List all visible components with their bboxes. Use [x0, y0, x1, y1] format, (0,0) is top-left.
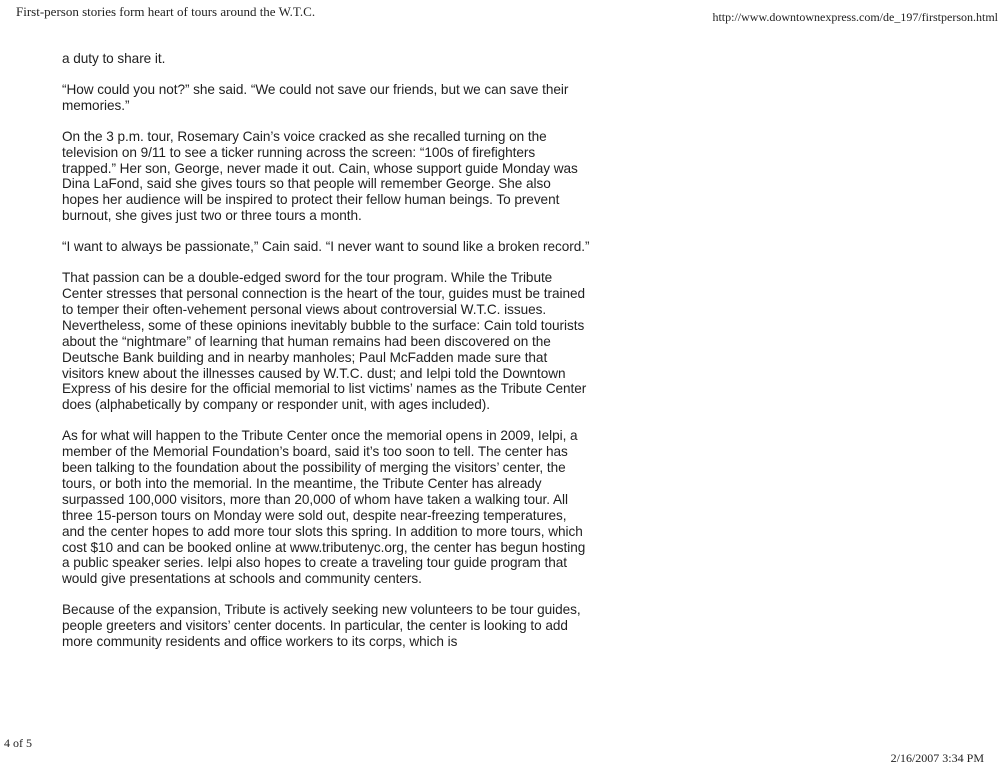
article-paragraph: As for what will happen to the Tribute Center once the memorial opens in 2009, Ielpi, a member of the Memorial Foundation’s board, said it’s too soon to tell. The center has been talking to the foundation about the possibility of merging the visitors’ center, the tours, or both into the memorial. In the meantime, the Tribute Center has already surpassed 100,000 visitors, more than 20,000 of whom have taken a walking tour. All three 15-person tours on Monday were sold out, despite near-freezing temperatures, and the center hopes to add more tour slots this spring. In addition to more tours, which cost $10 and can be booked online at www.tributenyc.org, the center has begun hosting a public speaker series. Ielpi also hopes to create a traveling tour guide program that would give presentations at schools and community centers. — [62, 428, 586, 587]
print-datetime: 2/16/2007 3:34 PM — [890, 751, 984, 765]
article-paragraph: Because of the expansion, Tribute is actively seeking new volunteers to be tour guides, people greeters and visitors’ center docents. In particular, the center is looking to add more community residents and office workers to its corps, which is — [62, 602, 581, 650]
article-paragraph: “I want to always be passionate,” Cain said. “I never want to sound like a broken record.” — [62, 239, 590, 255]
page-header-title: First-person stories form heart of tours around the W.T.C. — [16, 4, 316, 19]
article-paragraph: That passion can be a double-edged sword for the tour program. While the Tribute Center stresses that personal connection is the heart of the tour, guides must be trained to temper their often-vehement personal views about controversial W.T.C. issues. Nevertheless, some of these opinions inevitably bubble to the surface: Cain told tourists about the “nightmare” of learning that human remains had been discovered on the Deutsche Bank building and in nearby manholes; Paul McFadden made sure that visitors knew about the illnesses caused by W.T.C. dust; and Ielpi told the Downtown Express of his desire for the official memorial to list victims’ names as the Tribute Center does (alphabetically by company or responder unit, with ages included). — [62, 270, 587, 413]
page-number: 4 of 5 — [4, 736, 32, 750]
article-paragraph: a duty to share it. — [62, 51, 166, 66]
page-header-url: http://www.downtownexpress.com/de_197/firstperson.html — [712, 10, 998, 24]
article-paragraph: On the 3 p.m. tour, Rosemary Cain’s voice cracked as she recalled turning on the television on 9/11 to see a ticker running across the screen: “100s of firefighters trapped.” Her son, George, never made it out. Cain, whose support guide Monday was Dina LaFond, said she gives tours so that people will remember George. She also hopes her audience will be inspired to protect their fellow human beings. To prevent burnout, she gives just two or three tours a month. — [62, 128, 578, 224]
article-body — [62, 51, 590, 665]
article-paragraph: “How could you not?” she said. “We could not save our friends, but we can save their memories.” — [62, 81, 569, 113]
